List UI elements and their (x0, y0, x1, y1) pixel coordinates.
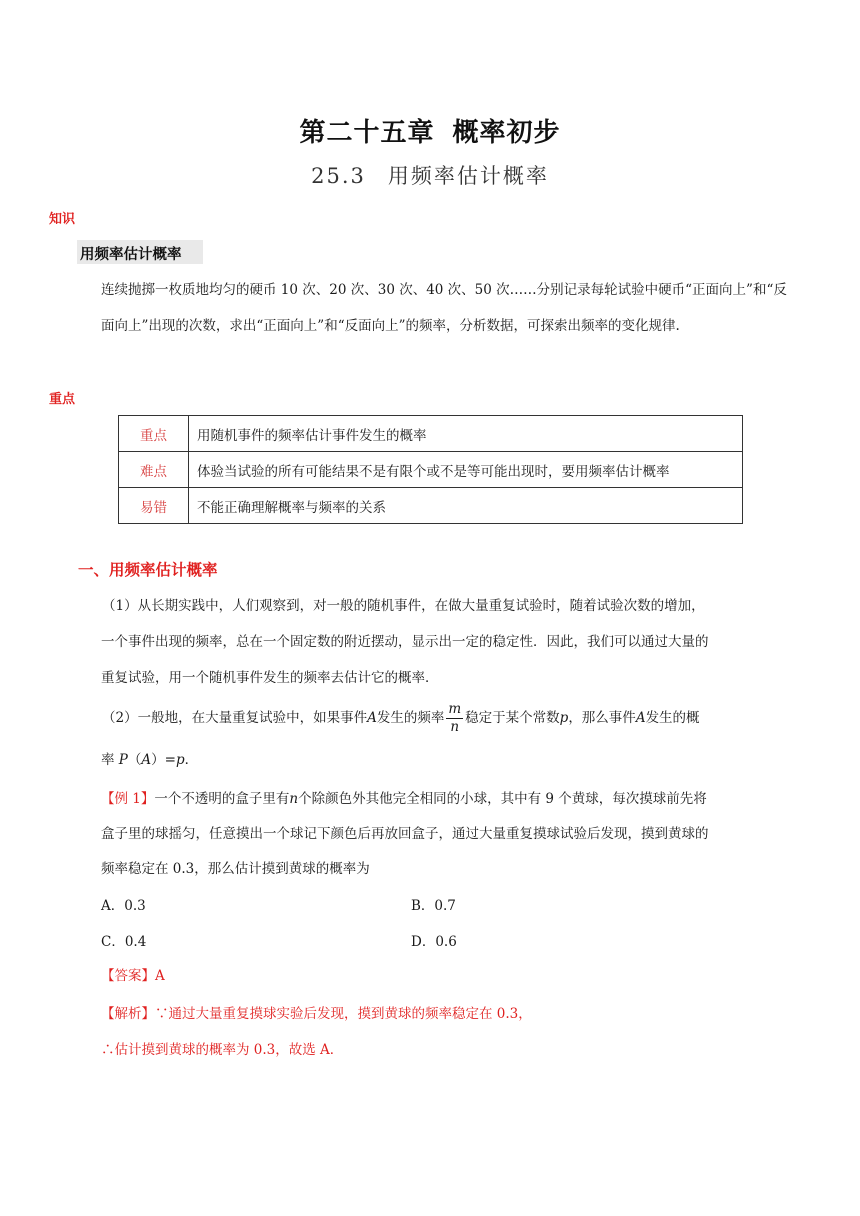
chapter-number: 第二十五章 (299, 118, 435, 148)
analysis-line1: 【解析】∵通过大量重复摸球实验后发现，摸到黄球的频率稳定在 0.3， (101, 1006, 532, 1022)
option-a: A．0.3 (101, 898, 146, 914)
text-span: 稳定于某个常数 (465, 710, 560, 726)
variable: p (175, 752, 185, 768)
variable: A (367, 710, 377, 726)
knowledge-label: 知识 (49, 212, 76, 227)
text-span: 个除颜色外其他完全相同的小球，其中有 9 个黄球，每次摸球前先将 (298, 791, 707, 807)
chapter-title (0, 112, 860, 149)
fraction (446, 700, 463, 735)
example-tag: 【例 1】 (101, 791, 155, 807)
example-line1 (101, 789, 707, 809)
text-span: 发生的频率 (376, 710, 445, 726)
option-d: D．0.6 (411, 934, 457, 950)
text-span: ，那么事件 (568, 710, 636, 726)
section-heading: 一、用频率估计概率 (78, 561, 218, 579)
row-value: 体验当试验的所有可能结果不是有限个或不是等可能出现时，要用频率估计概率 (189, 452, 743, 488)
table-row (119, 416, 743, 452)
key-points-label: 重点 (49, 392, 76, 407)
chapter-name: 概率初步 (452, 118, 561, 148)
example-line3: 频率稳定在 0.3，那么估计摸到黄球的概率为 (101, 861, 370, 877)
option-c: C．0.4 (101, 934, 147, 950)
answer: 【答案】A (101, 968, 165, 984)
variable: A (635, 710, 646, 726)
text-span: 一个不透明的盒子里有 (154, 791, 290, 807)
option-b: B．0.7 (411, 898, 456, 914)
example-line2: 盒子里的球摇匀，任意摸出一个球记下颜色后再放回盒子，通过大量重复摸球试验后发现，摸到黄球的 (101, 826, 709, 842)
section-title (0, 160, 860, 190)
fraction-numerator: m (446, 703, 463, 720)
fraction-denominator: n (450, 719, 460, 735)
text-span: ． (184, 752, 199, 768)
table-row (119, 452, 743, 488)
text-span: 发生的概 (645, 710, 700, 726)
section-number: 25.3 (311, 164, 366, 188)
knowledge-paragraph: 连续抛掷一枚质地均匀的硬币 10 次、20 次、30 次、40 次、50 次……分别记录每轮试验中硬币“正面向上”和“反面向上”出现的次数，求出“正面向上”和“反面向上”的频率，分析数据，可探索出频率的变化规律. (101, 282, 787, 334)
section-name: 用频率估计概率 (387, 164, 549, 188)
variable: p (559, 710, 569, 726)
p2-line1 (102, 702, 700, 735)
variable: A (141, 752, 152, 768)
knowledge-subhead: 用频率估计概率 (80, 247, 182, 263)
row-key: 重点 (119, 416, 189, 452)
row-key: 难点 (119, 452, 189, 488)
p2-line2 (101, 750, 198, 770)
text-span: （ (127, 752, 142, 768)
text-span: 率 (101, 752, 115, 768)
row-value: 不能正确理解概率与频率的关系 (189, 488, 743, 524)
variable: n (289, 791, 299, 807)
p1-line: 重复试验，用一个随机事件发生的频率去估计它的概率． (101, 670, 439, 686)
analysis-line2: ∴估计摸到黄球的概率为 0.3，故选 A． (101, 1042, 344, 1058)
row-key: 易错 (119, 488, 189, 524)
text-span: ）= (151, 752, 176, 768)
p1-line: （1）从长期实践中，人们观察到，对一般的随机事件，在做大量重复试验时，随着试验次数的增加， (102, 598, 705, 614)
row-value: 用随机事件的频率估计事件发生的概率 (189, 416, 743, 452)
table-row (119, 488, 743, 524)
text-span: （2）一般地，在大量重复试验中，如果事件 (102, 710, 368, 726)
key-points-table (118, 415, 743, 524)
variable: P (118, 752, 128, 768)
p1-line: 一个事件出现的频率，总在一个固定数的附近摆动，显示出一定的稳定性．因此，我们可以通过大量的 (101, 634, 709, 650)
